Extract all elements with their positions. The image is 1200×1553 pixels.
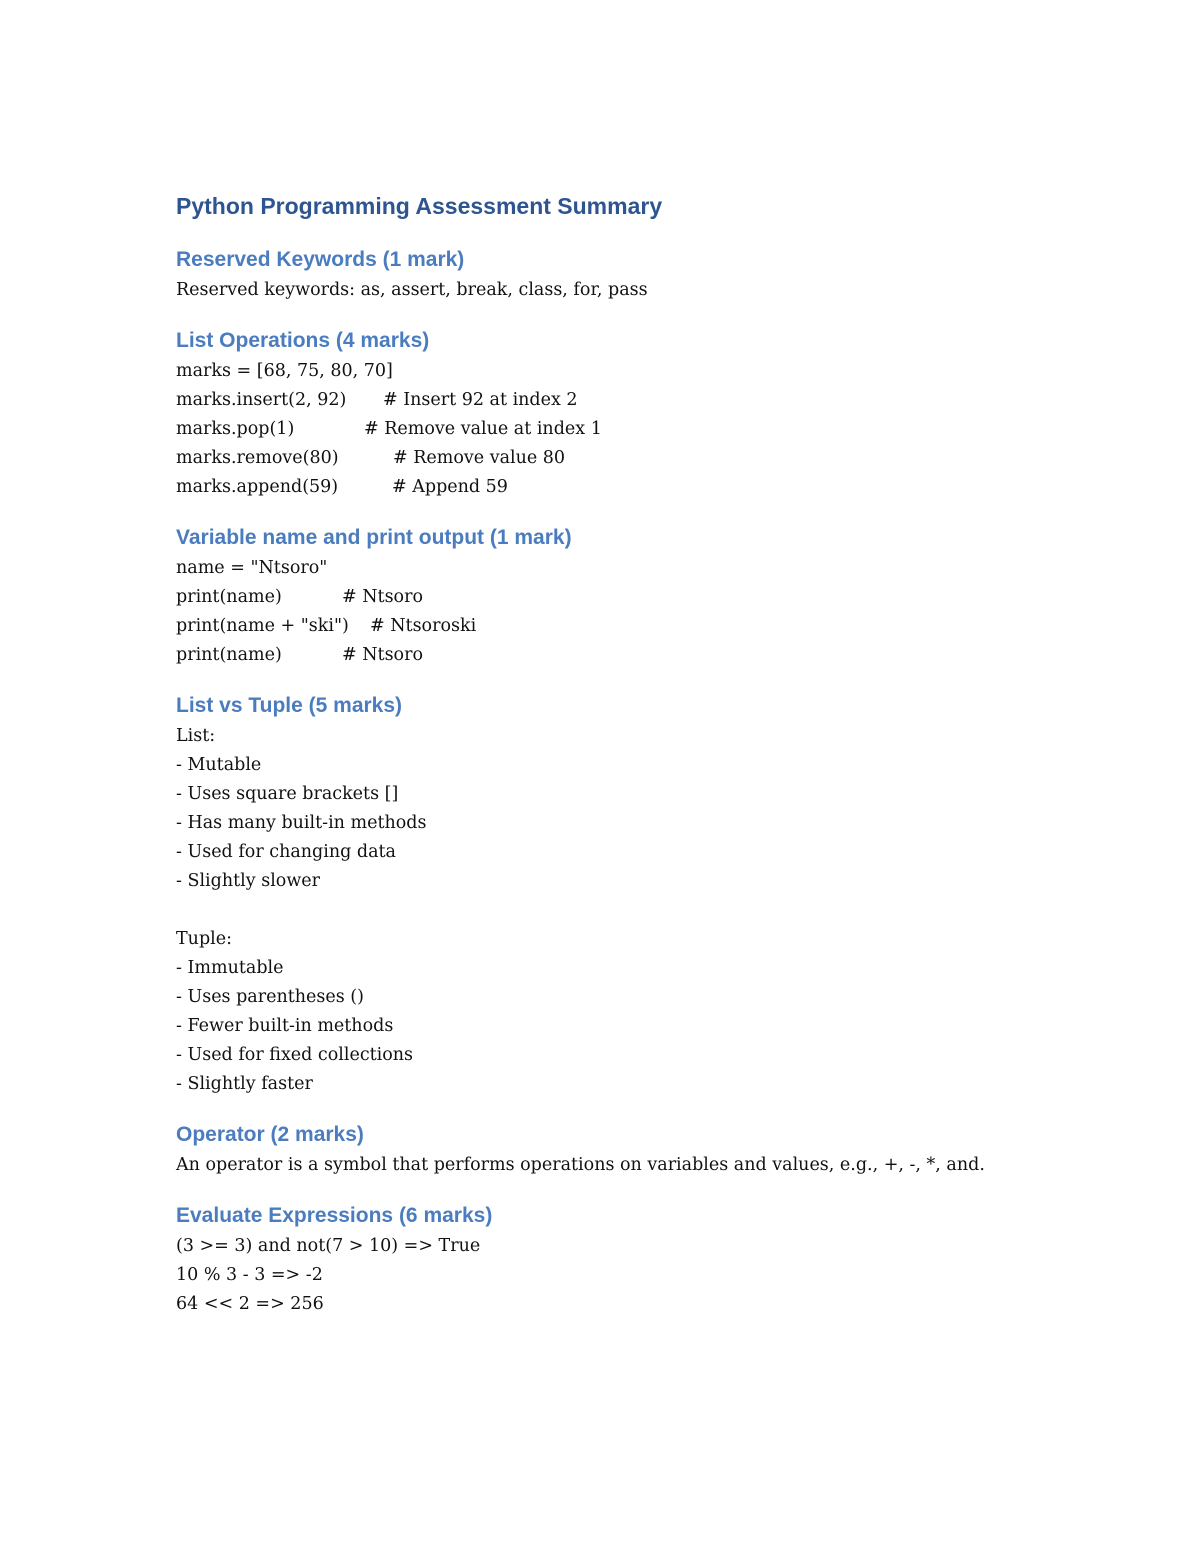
list-item: - Uses square brackets [] (176, 784, 399, 804)
code-comment: # Remove value 80 (393, 448, 566, 468)
code-comment: # Append 59 (392, 477, 508, 497)
code-text: print(name + "ski") (176, 616, 349, 636)
code-comment: # Remove value at index 1 (364, 419, 602, 439)
code-line (176, 415, 1076, 444)
code-line (176, 357, 1076, 386)
section-heading: Variable name and print output (1 mark) (176, 526, 572, 549)
code-line (176, 612, 1076, 641)
tuple-item: - Fewer built-in methods (176, 1016, 394, 1036)
code-text: marks.insert(2, 92) (176, 390, 347, 410)
code-line (176, 554, 1076, 583)
list-item: - Used for changing data (176, 842, 396, 862)
code-line (176, 641, 1076, 670)
code-comment: # Ntsoro (342, 645, 423, 665)
section-heading: Evaluate Expressions (6 marks) (176, 1204, 493, 1227)
code-text: print(name) (176, 645, 282, 665)
section-operator (176, 1119, 1076, 1180)
code-line (176, 473, 1076, 502)
section-evaluate-expressions (176, 1200, 1076, 1319)
code-text: marks.remove(80) (176, 448, 339, 468)
section-list-operations (176, 325, 1076, 502)
document-page (176, 188, 1076, 1319)
section-heading: List vs Tuple (5 marks) (176, 694, 403, 717)
expression-line: (3 >= 3) and not(7 > 10) => True (176, 1236, 481, 1256)
code-line (176, 386, 1076, 415)
code-text: marks = [68, 75, 80, 70] (176, 361, 393, 381)
list-item: - Mutable (176, 755, 262, 775)
section-heading: List Operations (4 marks) (176, 329, 430, 352)
list-item: - Slightly slower (176, 871, 321, 891)
keywords-text: Reserved keywords: as, assert, break, class, for, pass (176, 280, 648, 300)
code-text: marks.pop(1) (176, 419, 295, 439)
code-comment: # Ntsoroski (370, 616, 477, 636)
section-heading: Reserved Keywords (1 mark) (176, 248, 465, 271)
section-variable-print (176, 522, 1076, 670)
section-reserved-keywords (176, 244, 1076, 305)
tuple-item: - Slightly faster (176, 1074, 313, 1094)
section-heading: Operator (2 marks) (176, 1123, 364, 1146)
code-text: marks.append(59) (176, 477, 339, 497)
list-label: List: (176, 726, 216, 746)
document-title: Python Programming Assessment Summary (176, 193, 663, 219)
operator-text: An operator is a symbol that performs operations on variables and values, e.g., +, -, *, and. (176, 1155, 985, 1175)
code-text: name = "Ntsoro" (176, 558, 328, 578)
tuple-item: - Immutable (176, 958, 284, 978)
code-line (176, 444, 1076, 473)
expression-line: 10 % 3 - 3 => -2 (176, 1265, 323, 1285)
section-list-vs-tuple (176, 690, 1076, 1099)
code-line (176, 583, 1076, 612)
tuple-label: Tuple: (176, 929, 232, 949)
tuple-item: - Used for fixed collections (176, 1045, 414, 1065)
list-item: - Has many built-in methods (176, 813, 427, 833)
expression-line: 64 << 2 => 256 (176, 1294, 324, 1314)
code-text: print(name) (176, 587, 282, 607)
code-comment: # Insert 92 at index 2 (383, 390, 578, 410)
code-comment: # Ntsoro (342, 587, 423, 607)
tuple-item: - Uses parentheses () (176, 987, 364, 1007)
